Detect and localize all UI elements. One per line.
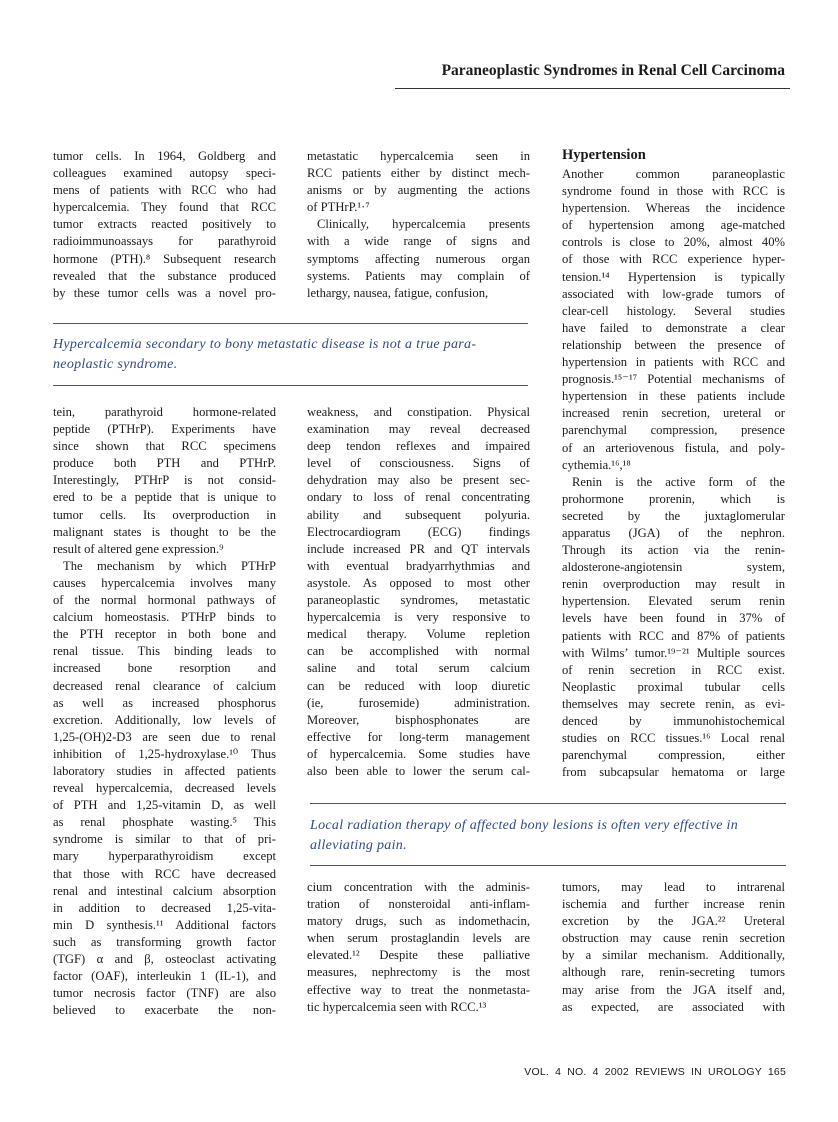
text-line: hypertension in these patients include [562,389,785,404]
text-line: Neoplastic proximal tubular cells [562,679,785,694]
text-line: aldosterone-angiotensin system, [562,560,785,575]
text-line: believed to exacerbate the non- [53,1003,276,1018]
text-line: elevated.¹² Despite these palliative [307,948,530,963]
text-line: radioimmunoassays for parathyroid [53,234,276,249]
text-line: levels have been found in 37% of [562,611,785,626]
running-title: Paraneoplastic Syndromes in Renal Cell Carcinoma [441,62,785,79]
text-line: tumor extracts reacted positively to [53,217,276,232]
header-rule [395,88,790,89]
text-line: secreted by the juxtaglomerular [562,508,785,523]
pull-quote-hypercalcemia [53,323,528,386]
text-line: peptide (PTHrP). Experiments have [53,422,276,437]
text-line: of renin secretion in RCC exist. [562,662,785,677]
text-line: of hypertension among age-matched [562,218,785,233]
section-heading-hypertension: Hypertension [562,147,646,163]
text-line: Interestingly, PTHrP is not consid- [53,473,276,488]
text-line: that those with RCC have decreased [53,866,276,881]
text-line: measures, nephrectomy is the most [307,965,530,980]
text-line: tein, parathyroid hormone-related [53,405,276,419]
text-line: excretion. Additionally, low levels of [53,712,276,727]
text-line: paraneoplastic syndromes, metastatic [307,593,530,608]
text-line: tumors, may lead to intrarenal [562,880,785,894]
text-line: hypertension in patients with RCC and [562,355,785,370]
text-line: tumor necrosis factor (TNF) are also [53,986,276,1001]
text-line: effective way to treat the nonmetasta- [307,982,530,997]
text-line: result of altered gene expression.⁹ [53,541,224,556]
text-line: level of consciousness. Signs of [307,456,530,471]
text-line: with a wide range of signs and [307,234,530,249]
text-line: renal tissue. This binding leads to [53,644,276,659]
text-line: include increased PR and QT intervals [307,541,530,556]
text-line: asystole. As opposed to most other [307,575,530,590]
text-line: of the normal hormonal pathways of [53,593,276,608]
text-line: prohormone prorenin, which is [562,491,785,506]
text-line: dehydration may also be present sec- [307,473,530,488]
text-line: when serum prostaglandin levels are [307,931,530,946]
text-line: causes hypercalcemia involves many [53,575,276,590]
column-2-bottom-text [307,879,530,1016]
text-line: themselves may secrete renin, as evi- [562,696,785,711]
text-line: with Wilms’ tumor.¹⁹⁻²¹ Multiple sources [562,645,785,660]
text-line: mens of patients with RCC who had [53,183,276,198]
text-line: tension.¹⁴ Hypertension is typically [562,269,785,284]
text-line: from subcapsular hematoma or large [562,765,785,780]
text-line: studies on RCC tissues.¹⁶ Local renal [562,731,785,746]
text-line: hypercalcemia. They found that RCC [53,200,276,215]
text-line: although rare, renin-secreting tumors [562,965,785,980]
column-3-top-text [562,166,785,781]
text-line: the PTH receptor in both bone and [53,627,276,642]
text-line: Electrocardiogram (ECG) findings [307,524,530,539]
text-line: Through its action via the renin- [562,543,785,558]
text-line: hypertension. Elevated serum renin [562,594,785,609]
page-footer: VOL. 4 NO. 4 2002 REVIEWS IN UROLOGY 165 [524,1066,786,1078]
text-line: deep tendon reflexes and impaired [307,439,530,454]
text-line: anisms or by augmenting the actions [307,183,530,198]
text-line: Hypercalcemia secondary to bony metastatic disease is not a true para- [53,337,477,352]
text-line: (TGF) α and β, osteoclast activating [53,952,276,966]
text-line: as renal phosphate wasting.⁵ This [53,815,276,830]
text-line: The mechanism by which PTHrP [63,558,276,573]
text-line: of hypercalcemia. Some studies have [307,746,530,761]
text-line: decreased renal clearance of calcium [53,678,276,693]
text-line: matory drugs, such as indomethacin, [307,914,530,929]
text-line: of those with RCC experience hyper- [562,252,785,267]
column-2-middle-text [307,404,530,780]
column-1-top-text [53,148,276,302]
text-line: cium concentration with the adminis- [307,880,530,894]
text-line: renal and intestinal calcium absorption [53,883,276,898]
text-line: min D synthesis.¹¹ Additional factors [53,917,276,932]
text-line: as well as increased phosphorus [53,695,276,710]
text-line: as expected, are associated with [562,999,785,1014]
text-line: revealed that the substance produced [53,268,276,283]
text-line: neoplastic syndrome. [53,356,178,372]
text-line: with eventual bradyarrhythmias and [307,558,530,573]
text-line: prognosis.¹⁵⁻¹⁷ Potential mechanisms of [562,372,785,387]
text-line: can be accomplished with normal [307,644,530,659]
text-line: alleviating pain. [310,837,407,853]
text-line: such as transforming growth factor [53,934,276,949]
text-line: factor (OAF), interleukin 1 (IL-1), and [53,969,276,984]
text-line: colleagues examined autopsy speci- [53,166,276,181]
text-line: inhibition of 1,25-hydroxylase.¹⁰ Thus [53,746,276,761]
text-line: hypercalcemia is very responsive to [307,610,530,625]
text-line: hormone (PTH).⁸ Subsequent research [53,251,276,266]
text-line: of PTH and 1,25-vitamin D, as well [53,798,276,813]
text-line: can be reduced with loop diuretic [307,678,530,693]
column-1-main-text [53,404,276,1019]
text-line: cythemia.¹⁶,¹⁸ [562,457,631,472]
text-line: relationship between the presence of [562,337,785,352]
column-2-top-text [307,148,530,302]
text-line: metastatic hypercalcemia seen in [307,149,530,163]
text-line: ischemia and further increase renin [562,897,785,912]
text-line: apparatus (JGA) of the nephron. [562,525,785,540]
text-line: ondary to loss of renal concentrating [307,490,530,505]
text-line: of PTHrP.¹·⁷ [307,200,370,215]
text-line: tumor cells. Its overproduction in [53,507,276,522]
text-line: excretion by the JGA.²² Ureteral [562,914,785,929]
text-line: (ie, furosemide) administration. [307,695,530,710]
pull-quote-radiation [310,803,786,866]
text-line: of an arteriovenous fistula, and poly- [562,440,785,455]
text-line: examination may reveal decreased [307,422,530,437]
column-3-bottom-text [562,879,785,1016]
text-line: medical therapy. Volume repletion [307,627,530,642]
text-line: syndrome is similar to that of pri- [53,832,276,847]
text-line: increased renin secretion, ureteral or [562,406,785,421]
text-line: have failed to demonstrate a clear [562,320,785,335]
text-line: ered to be a peptide that is unique to [53,490,276,505]
text-line: tration of nonsteroidal anti-inflam- [307,897,530,912]
text-line: since shown that RCC specimens [53,439,276,454]
text-line: denced by immunohistochemical [562,714,785,728]
text-line: may arise from the JGA itself and, [562,982,785,997]
text-line: parenchymal compression, either [562,748,785,763]
text-line: RCC patients either by distinct mech- [307,166,530,181]
text-line: Renin is the active form of the [572,474,785,489]
text-line: mary hyperparathyroidism except [53,849,276,864]
text-line: symptoms affecting numerous organ [307,251,530,266]
text-line: controls is close to 20%, almost 40% [562,235,785,250]
text-line: systems. Patients may complain of [307,268,530,283]
text-line: laboratory studies in affected patients [53,763,276,778]
text-line: Local radiation therapy of affected bony lesions is often very effective in [310,818,739,833]
text-line: Another common paraneoplastic [562,167,785,181]
text-line: produce both PTH and PTHrP. [53,456,276,471]
text-line: renin overproduction may result in [562,577,785,592]
text-line: 1,25-(OH)2-D3 are seen due to renal [53,729,276,744]
text-line: effective for long-term management [307,729,530,744]
text-line: clear-cell histology. Several studies [562,303,785,318]
text-line: malignant states is thought to be the [53,524,276,539]
text-line: obstruction may cause renin secretion [562,931,785,946]
text-line: parenchymal compression, presence [562,423,785,438]
text-line: reveal hypercalcemia, decreased levels [53,781,276,796]
text-line: saline and total serum calcium [307,661,530,676]
text-line: tic hypercalcemia seen with RCC.¹³ [307,999,487,1014]
text-line: associated with low-grade tumors of [562,286,785,301]
text-line: syndrome found in those with RCC is [562,184,785,199]
text-line: lethargy, nausea, fatigue, confusion, [307,285,489,300]
text-line: increased bone resorption and [53,661,276,676]
text-line: patients with RCC and 87% of patients [562,628,785,643]
text-line: Moreover, bisphosphonates are [307,712,530,727]
text-line: weakness, and constipation. Physical [307,405,530,419]
text-line: calcium homeostasis. PTHrP binds to [53,610,276,625]
text-line: Clinically, hypercalcemia presents [317,217,530,232]
text-line: ability and subsequent polyuria. [307,507,530,522]
text-line: by these tumor cells was a novel pro- [53,285,276,300]
text-line: by a similar mechanism. Additionally, [562,948,785,963]
text-line: tumor cells. In 1964, Goldberg and [53,149,276,163]
text-line: hypertension. Whereas the incidence [562,201,785,216]
text-line: in addition to decreased 1,25-vita- [53,900,276,915]
text-line: also been able to lower the serum cal- [307,763,530,778]
